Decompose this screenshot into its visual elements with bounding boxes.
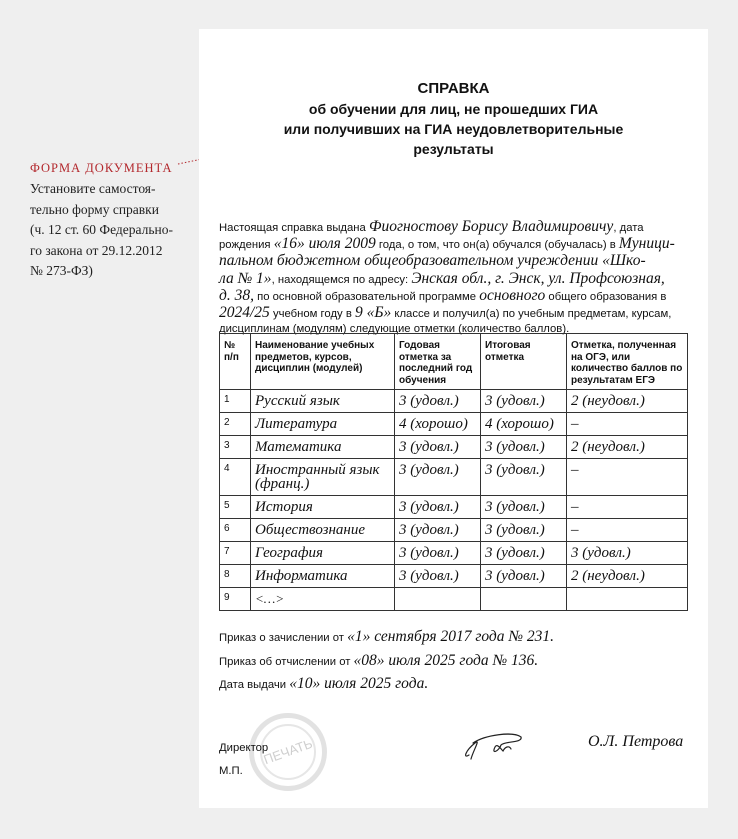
intro-text: классе и получил(а) по учебным предметам, курсам, дисциплинам (модулям) следующие отметки (количество баллов). bbox=[219, 308, 672, 336]
director-label: Директор bbox=[219, 742, 269, 754]
document-subtitle-line: или получивших на ГИА неудовлетворительные bbox=[283, 121, 624, 137]
row-number: 7 bbox=[220, 542, 251, 565]
order-label: Дата выдачи bbox=[219, 679, 290, 691]
sidebar-line: № 273-ФЗ) bbox=[30, 263, 93, 278]
school-name-part: пальном бюджетном общеобразовательном учреждении «Шко- bbox=[219, 252, 646, 270]
order-label: Приказ о зачислении от bbox=[219, 632, 348, 644]
intro-text: , находящемся по адресу: bbox=[271, 273, 412, 286]
final-grade bbox=[481, 588, 567, 611]
grades-table bbox=[219, 333, 688, 611]
subject-name: География bbox=[251, 542, 395, 565]
subject-name: Информатика bbox=[251, 565, 395, 588]
sidebar-title: ФОРМА ДОКУМЕНТА bbox=[30, 161, 173, 175]
signature-labels bbox=[219, 737, 268, 783]
table-row bbox=[220, 496, 688, 519]
exam-grade: – bbox=[567, 459, 688, 496]
document-title: СПРАВКА bbox=[417, 80, 490, 97]
table-row bbox=[220, 459, 688, 496]
subject-name: Русский язык bbox=[251, 390, 395, 413]
row-number: 5 bbox=[220, 496, 251, 519]
header-subject: Наименование учебных предметов, курсов, дисциплин (модулей) bbox=[251, 334, 395, 390]
handwritten-signature bbox=[461, 729, 527, 763]
annual-grade: 4 (хорошо) bbox=[395, 413, 481, 436]
table-row bbox=[220, 413, 688, 436]
intro-text: общего образования в bbox=[545, 290, 667, 303]
final-grade: 4 (хорошо) bbox=[481, 413, 567, 436]
table-row bbox=[220, 390, 688, 413]
row-number: 3 bbox=[220, 436, 251, 459]
intro-paragraph bbox=[219, 219, 689, 337]
table-row bbox=[220, 519, 688, 542]
intro-text: года, о том, что он(а) обучался (обучалась) в bbox=[375, 239, 619, 252]
annual-grade: 3 (удовл.) bbox=[395, 565, 481, 588]
header-number: № п/п bbox=[220, 334, 251, 390]
director-name: О.Л. Петрова bbox=[588, 733, 684, 750]
sidebar-line: го закона от 29.12.2012 bbox=[30, 242, 163, 258]
school-name-part: ла № 1» bbox=[219, 269, 272, 287]
exam-grade: 2 (неудовл.) bbox=[567, 565, 688, 588]
birth-date: «16» июля 2009 bbox=[273, 235, 376, 253]
school-name-part: Муници- bbox=[618, 235, 675, 253]
intro-text: , дата рождения bbox=[219, 222, 644, 252]
subject-name: История bbox=[251, 496, 395, 519]
subject-name: Литература bbox=[251, 413, 395, 436]
order-value: «08» июля 2025 года № 136. bbox=[353, 651, 539, 669]
sidebar-line: (ч. 12 ст. 60 Федерально- bbox=[30, 222, 173, 237]
issue-date bbox=[219, 672, 689, 696]
subject-name: Обществознание bbox=[251, 519, 395, 542]
annual-grade: 3 (удовл.) bbox=[395, 390, 481, 413]
mp-label: М.П. bbox=[219, 765, 243, 777]
program-level: основного bbox=[479, 286, 546, 304]
header-exam-grade: Отметка, полученная на ОГЭ, или количество баллов по результатам ЕГЭ bbox=[567, 334, 688, 390]
table-row bbox=[220, 436, 688, 459]
final-grade: 3 (удовл.) bbox=[481, 496, 567, 519]
table-header-row bbox=[220, 334, 688, 390]
header-annual-grade: Годовая отметка за последний год обучения bbox=[395, 334, 481, 390]
exam-grade: – bbox=[567, 519, 688, 542]
annual-grade: 3 (удовл.) bbox=[395, 436, 481, 459]
table-row bbox=[220, 542, 688, 565]
final-grade: 3 (удовл.) bbox=[481, 519, 567, 542]
final-grade: 3 (удовл.) bbox=[481, 390, 567, 413]
final-grade: 3 (удовл.) bbox=[481, 565, 567, 588]
order-label: Приказ об отчислении от bbox=[219, 655, 354, 668]
annual-grade bbox=[395, 588, 481, 611]
exam-grade: 2 (неудовл.) bbox=[567, 390, 688, 413]
final-grade: 3 (удовл.) bbox=[481, 436, 567, 459]
row-number: 8 bbox=[220, 565, 251, 588]
sidebar-line: тельно форму справки bbox=[30, 201, 159, 217]
exam-grade: 3 (удовл.) bbox=[567, 542, 688, 565]
subject-name: Математика bbox=[251, 436, 395, 459]
stamp-text: ПЕЧАТЬ bbox=[261, 735, 315, 768]
subject-name: <…> bbox=[251, 588, 395, 611]
row-number: 1 bbox=[220, 390, 251, 413]
document-subtitle-line: об обучении для лиц, не прошедших ГИА bbox=[308, 101, 599, 117]
exam-grade: – bbox=[567, 496, 688, 519]
annual-grade: 3 (удовл.) bbox=[395, 496, 481, 519]
intro-text: Настоящая справка выдана bbox=[219, 222, 369, 234]
order-value: «10» июля 2025 года. bbox=[289, 675, 429, 692]
row-number: 2 bbox=[220, 413, 251, 436]
final-grade: 3 (удовл.) bbox=[481, 459, 567, 496]
document-subtitle-line: результаты bbox=[413, 141, 494, 157]
row-number: 9 bbox=[220, 588, 251, 611]
row-number: 6 bbox=[220, 519, 251, 542]
row-number: 4 bbox=[220, 459, 251, 496]
final-grade: 3 (удовл.) bbox=[481, 542, 567, 565]
annual-grade: 3 (удовл.) bbox=[395, 542, 481, 565]
annual-grade: 3 (удовл.) bbox=[395, 519, 481, 542]
sidebar-text bbox=[30, 179, 180, 282]
school-year: 2024/25 bbox=[219, 304, 270, 322]
student-name: Фиогностову Борису Владимировичу bbox=[368, 218, 614, 235]
document-header bbox=[199, 79, 708, 159]
document-sheet bbox=[199, 29, 708, 808]
header-final-grade: Итоговая отметка bbox=[481, 334, 567, 390]
intro-text: по основной образовательной программе bbox=[253, 290, 480, 303]
annual-grade: 3 (удовл.) bbox=[395, 459, 481, 496]
table-row bbox=[220, 565, 688, 588]
subject-name: Иностранный язык (франц.) bbox=[251, 459, 395, 496]
exam-grade: – bbox=[567, 413, 688, 436]
enrollment-order bbox=[219, 625, 689, 649]
class-name: 9 «Б» bbox=[354, 304, 392, 322]
sidebar-line: Установите самостоя- bbox=[30, 181, 156, 196]
order-value: «1» сентября 2017 года № 231. bbox=[347, 628, 555, 645]
intro-text: учебном году в bbox=[269, 308, 355, 321]
school-address-part: Энская обл., г. Энск, ул. Профсоюзная, bbox=[411, 269, 665, 287]
table-row bbox=[220, 588, 688, 611]
orders-block bbox=[219, 625, 689, 696]
sidebar-note bbox=[30, 160, 180, 282]
school-address-part: д. 38, bbox=[219, 286, 254, 304]
expulsion-order bbox=[219, 649, 689, 673]
exam-grade: 2 (неудовл.) bbox=[567, 436, 688, 459]
exam-grade bbox=[567, 588, 688, 611]
